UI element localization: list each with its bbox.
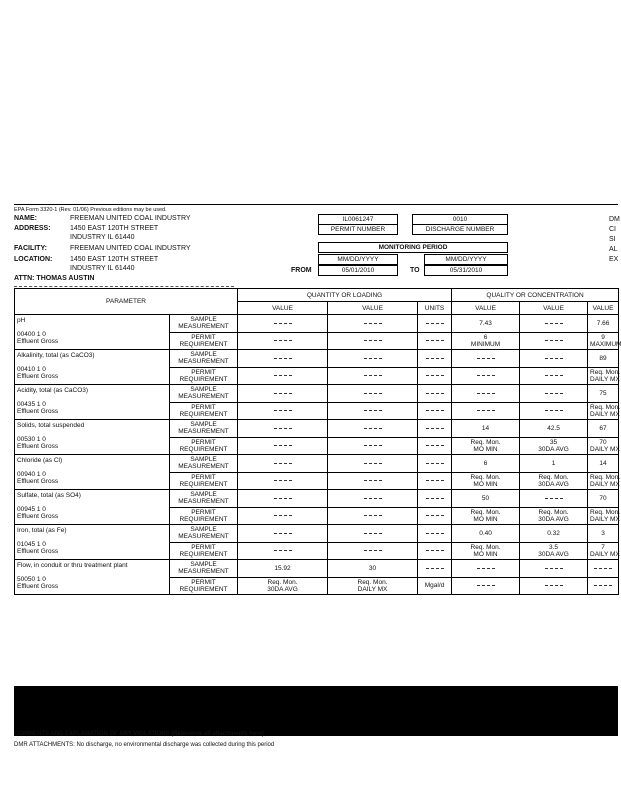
parameter-code: 00940 1 0 (17, 471, 46, 478)
blank-dash (274, 410, 292, 411)
parameter-sub: Effluent Gross (17, 443, 59, 450)
permit-value-cell (418, 472, 452, 490)
sample-value-cell (520, 385, 588, 403)
sample-value-cell (238, 420, 328, 438)
blank-dash (477, 375, 495, 376)
sample-measurement-label: SAMPLE MEASUREMENT (170, 350, 238, 368)
sample-value: 89 (599, 354, 607, 362)
parameter-cell (15, 420, 170, 455)
permit-value-cell (328, 577, 418, 595)
permit-value-cell (588, 507, 619, 525)
sample-value: 14 (599, 459, 607, 467)
edge-letter: DM (609, 216, 620, 223)
location-line2: INDUSTRY IL 61440 (70, 265, 135, 272)
from-date: 05/01/2010 (318, 265, 398, 276)
permit-value: 9 MAXIMUM (590, 333, 621, 348)
form-note: EPA Form 3320-1 (Rev. 01/06) Previous editions may be used. (14, 207, 167, 213)
blank-dash (364, 515, 382, 516)
blank-dash (364, 428, 382, 429)
permit-value-cell (588, 577, 619, 595)
blank-dash (426, 498, 444, 499)
permit-value-cell (418, 332, 452, 350)
permit-value-cell (588, 472, 619, 490)
parameter-code: 00945 1 0 (17, 506, 46, 513)
blank-dash (274, 445, 292, 446)
parameter-sub: Effluent Gross (17, 408, 59, 415)
sample-value-cell (418, 350, 452, 368)
blank-dash (426, 533, 444, 534)
blank-dash (274, 533, 292, 534)
sample-value: 0.40 (479, 529, 492, 537)
edge-letter: AL (609, 246, 618, 253)
table-row (15, 490, 619, 508)
blank-dash (274, 358, 292, 359)
parameter-sub: Effluent Gross (17, 548, 59, 555)
permit-value-cell (328, 542, 418, 560)
blank-dash (364, 498, 382, 499)
blank-dash (364, 340, 382, 341)
sample-value-cell (452, 350, 520, 368)
blank-dash (274, 480, 292, 481)
attention-line: ATTN: THOMAS AUSTIN (14, 275, 95, 282)
blank-dash (426, 463, 444, 464)
permit-number-label: PERMIT NUMBER (318, 224, 398, 235)
edge-letter: CI (609, 226, 616, 233)
blank-dash (274, 515, 292, 516)
sample-value-cell (238, 315, 328, 333)
permit-value: 70 DAILY MX (590, 438, 620, 453)
sample-value-cell (452, 525, 520, 543)
blank-dash (545, 375, 563, 376)
permit-number-value: IL0061247 (318, 214, 398, 225)
blank-dash (477, 393, 495, 394)
to-label: TO (410, 267, 420, 274)
blank-dash (274, 323, 292, 324)
blank-dash (594, 568, 612, 569)
permit-value: Req. Mon. DAILY MX (590, 403, 621, 418)
sample-value-cell (238, 490, 328, 508)
address-label: ADDRESS: (14, 225, 51, 232)
permit-value: 6 MINIMUM (470, 333, 501, 348)
blank-dash (426, 358, 444, 359)
blank-dash (426, 480, 444, 481)
parameter-name: Acidity, total (as CaCO3) (17, 387, 89, 394)
blank-dash (545, 585, 563, 586)
permit-value: Req. Mon. 30DA AVG (538, 508, 569, 523)
permit-value-cell (238, 542, 328, 560)
quality-header: QUALITY OR CONCENTRATION (452, 289, 619, 302)
blank-dash (426, 393, 444, 394)
permit-value-cell (520, 437, 588, 455)
blank-dash (274, 463, 292, 464)
permit-value-cell (452, 332, 520, 350)
sample-value-cell (418, 455, 452, 473)
permit-value: Req. Mon. MO MIN (470, 508, 501, 523)
attachments-note: DMR ATTACHMENTS: No discharge, no environmental discharge was collected during this period (14, 742, 275, 748)
permit-requirement-label: PERMIT REQUIREMENT (170, 507, 238, 525)
blank-dash (364, 410, 382, 411)
blank-dash (477, 358, 495, 359)
sample-value-cell (328, 560, 418, 578)
sample-value-cell (520, 420, 588, 438)
permit-value-cell (452, 577, 520, 595)
parameter-name: pH (17, 317, 26, 324)
permit-value-cell (418, 402, 452, 420)
permit-value-cell (452, 507, 520, 525)
sample-value: 75 (599, 389, 607, 397)
blank-dash (364, 445, 382, 446)
blank-dash (426, 323, 444, 324)
parameter-sub: Effluent Gross (17, 478, 59, 485)
sample-value: 0.32 (547, 529, 560, 537)
sample-value-cell (452, 490, 520, 508)
permit-value-cell (520, 402, 588, 420)
sample-value-cell (452, 420, 520, 438)
sample-value-cell (418, 560, 452, 578)
sample-value-cell (452, 455, 520, 473)
blank-dash (426, 445, 444, 446)
blank-dash (477, 568, 495, 569)
permit-value-cell (238, 507, 328, 525)
sample-value-cell (238, 455, 328, 473)
sample-value: 15.92 (274, 564, 291, 572)
sample-value: 50 (481, 494, 490, 502)
table-row (15, 560, 619, 578)
permit-value-cell (238, 577, 328, 595)
permit-value: Req. Mon. MO MIN (470, 543, 501, 558)
table-row (15, 420, 619, 438)
permit-value-cell (452, 367, 520, 385)
blank-dash (545, 568, 563, 569)
sample-value-cell (520, 560, 588, 578)
sample-value-cell (520, 350, 588, 368)
qty-value-header-1: VALUE (238, 302, 328, 315)
blank-dash (426, 550, 444, 551)
permit-value-cell (588, 367, 619, 385)
separator-dash (14, 286, 234, 287)
permit-value-cell (328, 472, 418, 490)
permit-value-cell (452, 437, 520, 455)
permit-value: 7 DAILY MX (590, 543, 620, 558)
blank-dash (545, 323, 563, 324)
sample-measurement-label: SAMPLE MEASUREMENT (170, 385, 238, 403)
parameter-code: 00530 1 0 (17, 436, 46, 443)
permit-value-cell (588, 402, 619, 420)
sample-value-cell (328, 385, 418, 403)
sample-value-cell (588, 385, 619, 403)
blank-dash (477, 585, 495, 586)
sample-value-cell (418, 420, 452, 438)
blank-dash (594, 585, 612, 586)
from-label: FROM (291, 267, 312, 274)
permit-requirement-label: PERMIT REQUIREMENT (170, 402, 238, 420)
blank-dash (364, 463, 382, 464)
sample-value-cell (588, 455, 619, 473)
permit-value-cell (238, 367, 328, 385)
comments-label: COMMENTS AND EXPLANATION OF ANY VIOLATIONS (Reference all attachments here) (14, 731, 264, 737)
blank-dash (545, 393, 563, 394)
permit-requirement-label: PERMIT REQUIREMENT (170, 577, 238, 595)
parameter-code: 00400 1 0 (17, 331, 46, 338)
permit-requirement-label: PERMIT REQUIREMENT (170, 367, 238, 385)
blank-dash (426, 375, 444, 376)
sample-value-cell (520, 490, 588, 508)
sample-measurement-label: SAMPLE MEASUREMENT (170, 525, 238, 543)
permit-value-cell (328, 402, 418, 420)
header-rule (14, 204, 618, 205)
sample-value-cell (588, 350, 619, 368)
permit-value-cell (328, 507, 418, 525)
permit-value-cell (452, 542, 520, 560)
permit-requirement-label: PERMIT REQUIREMENT (170, 437, 238, 455)
location-line1: 1450 EAST 120TH STREET (70, 256, 159, 263)
sample-value-cell (328, 525, 418, 543)
sample-value-cell (520, 455, 588, 473)
sample-measurement-label: SAMPLE MEASUREMENT (170, 455, 238, 473)
blank-dash (274, 375, 292, 376)
sample-value-cell (238, 350, 328, 368)
permit-value: Req. Mon. DAILY MX (590, 473, 621, 488)
permit-requirement-label: PERMIT REQUIREMENT (170, 472, 238, 490)
sample-measurement-label: SAMPLE MEASUREMENT (170, 315, 238, 333)
sample-measurement-label: SAMPLE MEASUREMENT (170, 490, 238, 508)
monitoring-period-title: MONITORING PERIOD (318, 242, 508, 253)
blank-dash (274, 393, 292, 394)
permit-value-cell (238, 437, 328, 455)
sample-value-cell (418, 315, 452, 333)
permit-value-cell (452, 472, 520, 490)
permit-value-cell (328, 332, 418, 350)
sample-value-cell (588, 560, 619, 578)
blank-dash (364, 375, 382, 376)
sample-value: 1 (551, 459, 556, 467)
permittee-name: FREEMAN UNITED COAL INDUSTRY (70, 215, 191, 222)
blank-dash (545, 340, 563, 341)
parameter-sub: Effluent Gross (17, 338, 59, 345)
qual-value-header-3: VALUE (588, 302, 619, 315)
blank-dash (364, 550, 382, 551)
parameter-header: PARAMETER (15, 289, 238, 315)
permit-value: Req. Mon. MO MIN (470, 438, 501, 453)
table-row (15, 455, 619, 473)
sample-measurement-label: SAMPLE MEASUREMENT (170, 420, 238, 438)
redaction-bar (14, 686, 618, 736)
blank-dash (274, 498, 292, 499)
parameter-name: Alkalinity, total (as CaCO3) (17, 352, 95, 359)
sample-value-cell (588, 315, 619, 333)
sample-value-cell (328, 455, 418, 473)
permit-value-cell (588, 437, 619, 455)
permit-requirement-label: PERMIT REQUIREMENT (170, 542, 238, 560)
blank-dash (364, 533, 382, 534)
sample-value-cell (588, 490, 619, 508)
sample-value: 67 (599, 424, 607, 432)
discharge-number-label: DISCHARGE NUMBER (412, 224, 508, 235)
permit-value: Req. Mon. DAILY MX (590, 368, 621, 383)
permit-value-cell (588, 542, 619, 560)
quantity-header: QUANTITY OR LOADING (238, 289, 452, 302)
address-line2: INDUSTRY IL 61440 (70, 234, 135, 241)
sample-value-cell (418, 490, 452, 508)
permit-value-cell (520, 472, 588, 490)
parameter-cell (15, 350, 170, 385)
blank-dash (364, 480, 382, 481)
parameter-cell (15, 560, 170, 595)
parameter-cell (15, 385, 170, 420)
sample-value-cell (520, 315, 588, 333)
blank-dash (426, 515, 444, 516)
blank-dash (364, 358, 382, 359)
permit-value-cell (520, 332, 588, 350)
parameter-cell (15, 525, 170, 560)
table-row (15, 350, 619, 368)
sample-value-cell (418, 385, 452, 403)
sample-value-cell (328, 490, 418, 508)
name-label: NAME: (14, 215, 37, 222)
blank-dash (364, 393, 382, 394)
permit-value-cell (238, 332, 328, 350)
sample-value: 6 (483, 459, 488, 467)
address-line1: 1450 EAST 120TH STREET (70, 225, 159, 232)
permit-value-cell (328, 437, 418, 455)
qual-value-header-2: VALUE (520, 302, 588, 315)
table-row (15, 385, 619, 403)
sample-value: 14 (481, 424, 490, 432)
permit-value-cell (452, 402, 520, 420)
blank-dash (274, 340, 292, 341)
blank-dash (364, 323, 382, 324)
qty-value-header-2: VALUE (328, 302, 418, 315)
permit-value: Req. Mon. 30DA AVG (538, 473, 569, 488)
permit-value-cell (328, 367, 418, 385)
sample-value-cell (588, 525, 619, 543)
blank-dash (545, 358, 563, 359)
permit-value: Mgal/d (424, 582, 445, 590)
permit-requirement-label: PERMIT REQUIREMENT (170, 332, 238, 350)
table-row (15, 315, 619, 333)
units-header: UNITS (418, 302, 452, 315)
permit-value-cell (418, 577, 452, 595)
sample-value-cell (588, 420, 619, 438)
blank-dash (274, 428, 292, 429)
permit-value-cell (520, 367, 588, 385)
discharge-number-value: 0010 (412, 214, 508, 225)
dmr-table (14, 288, 619, 595)
permit-value-cell (418, 367, 452, 385)
edge-letter: SI (609, 236, 616, 243)
blank-dash (426, 568, 444, 569)
sample-value: 3 (601, 529, 605, 537)
permit-value-cell (418, 507, 452, 525)
to-format: MM/DD/YYYY (424, 254, 508, 265)
sample-value-cell (238, 525, 328, 543)
permit-value: 35 30DA AVG (538, 438, 569, 453)
parameter-code: 01045 1 0 (17, 541, 46, 548)
parameter-name: Flow, in conduit or thru treatment plant (17, 562, 128, 569)
parameter-sub: Effluent Gross (17, 373, 59, 380)
permit-value: Req. Mon. DAILY MX (590, 508, 621, 523)
sample-measurement-label: SAMPLE MEASUREMENT (170, 560, 238, 578)
parameter-code: 00435 1 0 (17, 401, 46, 408)
sample-value-cell (452, 560, 520, 578)
permit-value: Req. Mon. 30DA AVG (267, 578, 298, 593)
permit-value-cell (520, 542, 588, 560)
parameter-code: 50050 1 0 (17, 576, 46, 583)
sample-value-cell (328, 350, 418, 368)
from-format: MM/DD/YYYY (318, 254, 398, 265)
dmr-table-body (15, 315, 619, 595)
sample-value-cell (452, 315, 520, 333)
sample-value: 70 (599, 494, 607, 502)
sample-value-cell (418, 525, 452, 543)
parameter-cell (15, 455, 170, 490)
to-date: 05/31/2010 (424, 265, 508, 276)
sample-value: 7.66 (596, 319, 610, 327)
blank-dash (545, 410, 563, 411)
parameter-name: Sulfate, total (as SO4) (17, 492, 81, 499)
permit-value-cell (238, 472, 328, 490)
sample-value-cell (238, 385, 328, 403)
blank-dash (426, 340, 444, 341)
parameter-sub: Effluent Gross (17, 513, 59, 520)
qual-value-header-1: VALUE (452, 302, 520, 315)
blank-dash (426, 410, 444, 411)
sample-value: 42.5 (547, 424, 560, 432)
blank-dash (477, 410, 495, 411)
permit-value-cell (238, 402, 328, 420)
parameter-cell (15, 490, 170, 525)
blank-dash (426, 428, 444, 429)
permit-value-cell (520, 577, 588, 595)
parameter-cell (15, 315, 170, 350)
parameter-name: Solids, total suspended (17, 422, 85, 429)
permit-value: 3.5 30DA AVG (538, 543, 569, 558)
parameter-code: 00410 1 0 (17, 366, 46, 373)
permit-value: Req. Mon. DAILY MX (357, 578, 388, 593)
location-label: LOCATION: (14, 256, 53, 263)
permit-value-cell (418, 542, 452, 560)
parameter-name: Chloride (as Cl) (17, 457, 63, 464)
facility-label: FACILITY: (14, 245, 47, 252)
permit-value: Req. Mon. MO MIN (470, 473, 501, 488)
edge-letter: EX (609, 256, 619, 263)
sample-value-cell (238, 560, 328, 578)
permit-value-cell (418, 437, 452, 455)
sample-value-cell (520, 525, 588, 543)
sample-value-cell (452, 385, 520, 403)
table-row (15, 525, 619, 543)
blank-dash (545, 498, 563, 499)
sample-value: 7.43 (479, 319, 492, 327)
sample-value: 30 (368, 564, 377, 572)
permit-value-cell (588, 332, 619, 350)
parameter-name: Iron, total (as Fe) (17, 527, 67, 534)
sample-value-cell (328, 420, 418, 438)
permit-value-cell (520, 507, 588, 525)
sample-value-cell (328, 315, 418, 333)
blank-dash (274, 550, 292, 551)
facility-name: FREEMAN UNITED COAL INDUSTRY (70, 245, 191, 252)
parameter-sub: Effluent Gross (17, 583, 59, 590)
